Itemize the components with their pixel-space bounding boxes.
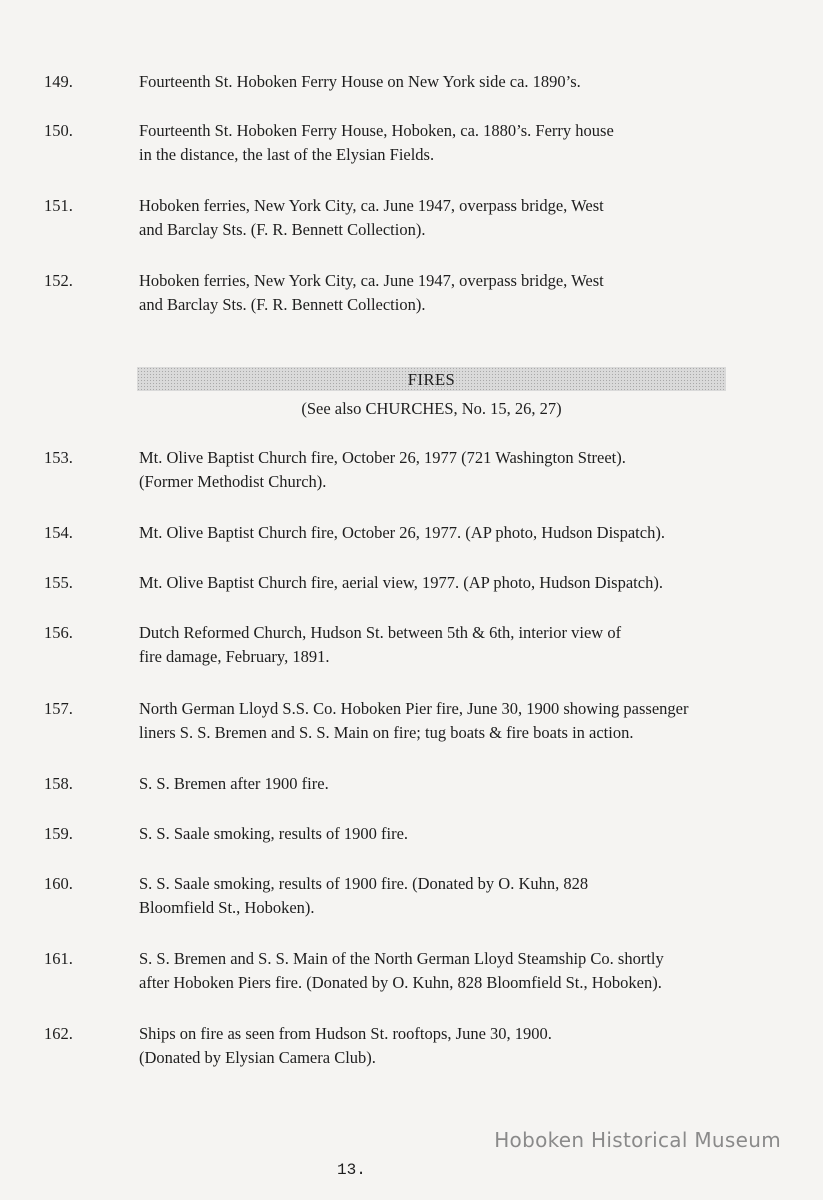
entry-number: 149. [44, 72, 73, 91]
entry-number: 150. [44, 121, 73, 140]
entry-description: Fourteenth St. Hoboken Ferry House on New York side ca. 1890’s. [139, 72, 581, 91]
entry-description: Mt. Olive Baptist Church fire, aerial view, 1977. (AP photo, Hudson Dispatch). [139, 573, 663, 592]
entry-number: 153. [44, 448, 73, 467]
section-subtitle: (See also CHURCHES, No. 15, 26, 27) [301, 399, 562, 418]
entry-number: 160. [44, 874, 73, 893]
entry-number: 159. [44, 824, 73, 843]
entry-number: 154. [44, 523, 73, 542]
entry-description: Hoboken ferries, New York City, ca. June 1947, overpass bridge, West and Barclay Sts. (F. R. Bennett Collection). [139, 196, 604, 239]
entry-number: 152. [44, 271, 73, 290]
entry-number: 151. [44, 196, 73, 215]
entry-number: 155. [44, 573, 73, 592]
entry-description: Mt. Olive Baptist Church fire, October 26, 1977 (721 Washington Street). (Former Methodist Church). [139, 448, 626, 491]
entry-description: S. S. Bremen after 1900 fire. [139, 774, 329, 793]
entry-description: S. S. Saale smoking, results of 1900 fire. [139, 824, 409, 843]
entry-number: 157. [44, 699, 73, 718]
entry-number: 161. [44, 949, 73, 968]
page-number: 13. [337, 1161, 366, 1179]
entry-number: 162. [44, 1024, 73, 1043]
museum-watermark: Hoboken Historical Museum [494, 1128, 781, 1152]
entry-number: 156. [44, 623, 73, 642]
entry-description: Hoboken ferries, New York City, ca. June 1947, overpass bridge, West and Barclay Sts. (F. R. Bennett Collection). [139, 271, 604, 314]
entry-description: S. S. Bremen and S. S. Main of the North German Lloyd Steamship Co. shortly after Hoboken Piers fire. (Donated by O. Kuhn, 828 Bloomfield St., Hoboken). [139, 949, 664, 992]
entry-description: S. S. Saale smoking, results of 1900 fire. (Donated by O. Kuhn, 828 Bloomfield St., Hoboken). [139, 874, 589, 917]
entry-description: Mt. Olive Baptist Church fire, October 26, 1977. (AP photo, Hudson Dispatch). [139, 523, 665, 542]
entry-number: 158. [44, 774, 73, 793]
entry-description: Fourteenth St. Hoboken Ferry House, Hoboken, ca. 1880’s. Ferry house in the distance, the last of the Elysian Fields. [139, 121, 614, 164]
section-title: FIRES [407, 370, 456, 389]
entry-description: Ships on fire as seen from Hudson St. rooftops, June 30, 1900. (Donated by Elysian Camera Club). [139, 1024, 552, 1067]
entry-description: Dutch Reformed Church, Hudson St. between 5th & 6th, interior view of fire damage, February, 1891. [139, 623, 622, 666]
entry-description: North German Lloyd S.S. Co. Hoboken Pier fire, June 30, 1900 showing passenger liners S. S. Bremen and S. S. Main on fire; tug boats & fire boats in action. [139, 699, 689, 742]
